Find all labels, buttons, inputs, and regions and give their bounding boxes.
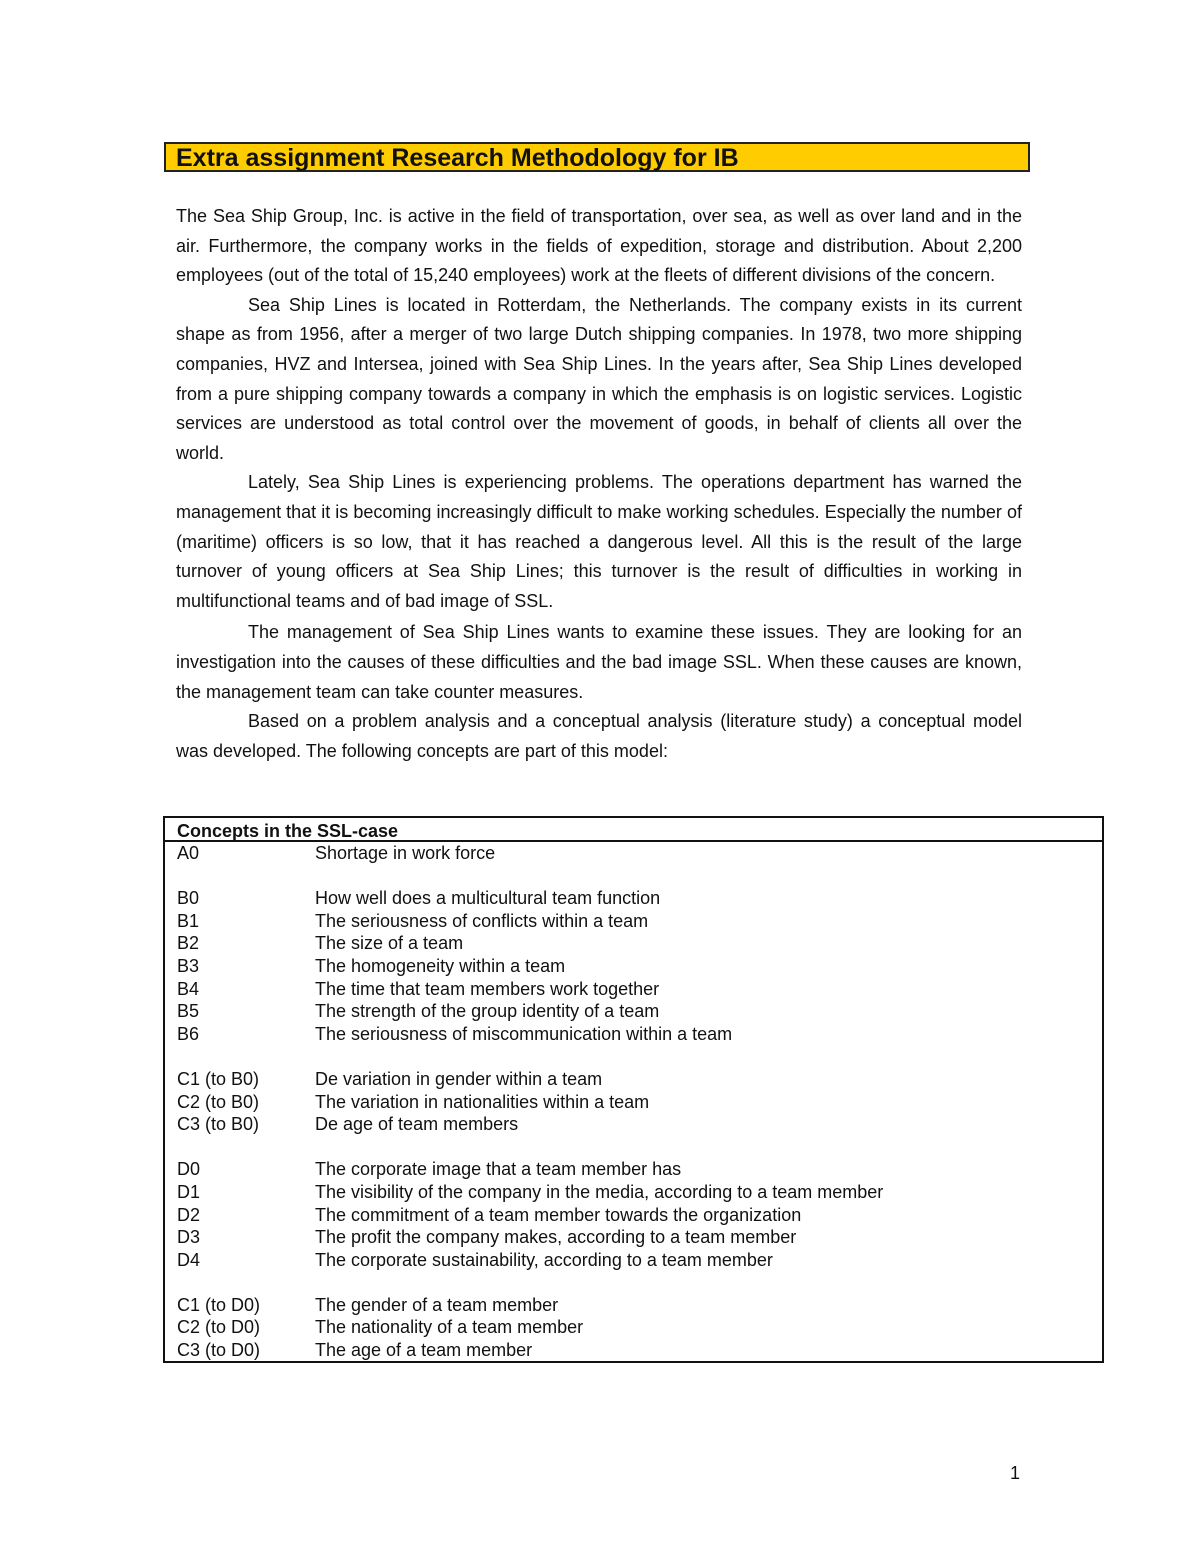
concept-code: D2	[177, 1204, 201, 1225]
concept-row	[177, 978, 1102, 1001]
concept-code: D3	[177, 1227, 201, 1248]
concept-row	[177, 842, 1102, 865]
concept-code: C2 (to B0)	[177, 1091, 260, 1112]
concept-row	[177, 887, 1102, 910]
paragraph-model: Based on a problem analysis and a conceptual analysis (literature study) a conceptual model was developed. The following concepts are part of this model:	[176, 711, 1022, 761]
concept-row-spacer	[177, 1045, 1102, 1068]
concept-row	[177, 910, 1102, 933]
concept-code: B2	[177, 933, 200, 954]
concept-code: A0	[177, 843, 200, 863]
concept-row	[177, 1294, 1102, 1317]
concept-code: C3 (to D0)	[177, 1340, 261, 1361]
concept-code: C2 (to D0)	[177, 1317, 261, 1338]
concept-row	[177, 1068, 1102, 1091]
concept-code: B3	[177, 955, 200, 976]
concept-row	[177, 1249, 1102, 1272]
concept-row	[177, 1091, 1102, 1114]
concept-code: C1 (to D0)	[177, 1294, 261, 1315]
concept-row	[177, 1226, 1102, 1249]
concept-row	[177, 955, 1102, 978]
concept-row-spacer	[177, 1136, 1102, 1159]
paragraph-investigation: The management of Sea Ship Lines wants to examine these issues. They are looking for an investigation into the causes of these difficulties and the bad image SSL. When these causes are known, the management team can take counter measures.	[176, 622, 1022, 702]
concept-description: The gender of a team member	[315, 1294, 559, 1315]
concept-code	[177, 865, 315, 888]
concept-row	[177, 1181, 1102, 1204]
concepts-table	[163, 816, 1104, 1363]
concept-description: The age of a team member	[315, 1340, 533, 1361]
concept-row	[177, 1158, 1102, 1181]
concept-description: The strength of the group identity of a team	[315, 1001, 660, 1022]
concept-code	[177, 1271, 315, 1294]
concept-description: The corporate image that a team member has	[315, 1159, 682, 1180]
concept-row	[177, 932, 1102, 955]
concept-description: The variation in nationalities within a team	[315, 1091, 650, 1112]
concept-description: The size of a team	[315, 933, 464, 954]
concept-code: D1	[177, 1181, 201, 1202]
concept-row	[177, 1023, 1102, 1046]
concept-description: How well does a multicultural team function	[315, 888, 661, 909]
concept-description: The commitment of a team member towards the organization	[315, 1204, 802, 1225]
paragraph-intro: The Sea Ship Group, Inc. is active in the field of transportation, over sea, as well as over land and in the air. Furthermore, the company works in the fields of expedition, storage and distribution. About 2,200 employees (out of the total of 15,240 employees) work at the fleets of different divisions of the concern.	[176, 206, 1022, 286]
concept-description: The seriousness of conflicts within a team	[315, 910, 649, 931]
concept-description: The nationality of a team member	[315, 1317, 584, 1338]
concept-code: D0	[177, 1159, 201, 1180]
concept-row	[177, 1000, 1102, 1023]
paragraph-problems: Lately, Sea Ship Lines is experiencing problems. The operations department has warned the management that it is becoming increasingly difficult to make working schedules. Especially the number of (maritime) officers is so low, that it has reached a dangerous level. All this is the result of the large turnover of young officers at Sea Ship Lines; this turnover is the result of difficulties in working in multifunctional teams and of bad image of SSL.	[176, 472, 1022, 611]
concept-code	[177, 1136, 315, 1159]
concept-description: The profit the company makes, according to a team member	[315, 1227, 797, 1248]
concept-code: C1 (to B0)	[177, 1068, 260, 1089]
concept-code: C3 (to B0)	[177, 1114, 260, 1135]
concept-code: D4	[177, 1249, 201, 1270]
concept-description: The visibility of the company in the media, according to a team member	[315, 1181, 884, 1202]
concept-code: B6	[177, 1023, 200, 1044]
concept-description: De variation in gender within a team	[315, 1068, 603, 1089]
concept-description: The homogeneity within a team	[315, 955, 566, 976]
concepts-table-rows	[165, 842, 1102, 1362]
concept-row-spacer	[177, 1271, 1102, 1294]
concept-row	[177, 1113, 1102, 1136]
concept-row	[177, 1339, 1102, 1362]
concept-row	[177, 1316, 1102, 1339]
concept-code: B5	[177, 1001, 200, 1022]
concept-code: B4	[177, 978, 200, 999]
concept-description: The corporate sustainability, according to a team member	[315, 1249, 773, 1270]
concepts-table-header: Concepts in the SSL-case	[165, 818, 1102, 842]
body-text	[176, 202, 1022, 766]
page-number: 1	[1010, 1463, 1021, 1483]
concept-description: De age of team members	[315, 1114, 519, 1135]
document-title: Extra assignment Research Methodology for IB	[164, 142, 1030, 172]
concept-row-spacer	[177, 865, 1102, 888]
concept-code: B1	[177, 910, 200, 931]
paragraph-history: Sea Ship Lines is located in Rotterdam, the Netherlands. The company exists in its current shape as from 1956, after a merger of two large Dutch shipping companies. In 1978, two more shipping companies, HVZ and Intersea, joined with Sea Ship Lines. In the years after, Sea Ship Lines developed from a pure shipping company towards a company in which the emphasis is on logistic services. Logistic services are understood as total control over the movement of goods, in behalf of clients all over the world.	[176, 294, 1022, 463]
concept-code	[177, 1045, 315, 1068]
concept-description: The seriousness of miscommunication within a team	[315, 1023, 733, 1044]
concept-description: The time that team members work together	[315, 978, 660, 999]
concept-description: Shortage in work force	[315, 843, 496, 863]
concept-row	[177, 1204, 1102, 1227]
concept-code: B0	[177, 888, 200, 909]
